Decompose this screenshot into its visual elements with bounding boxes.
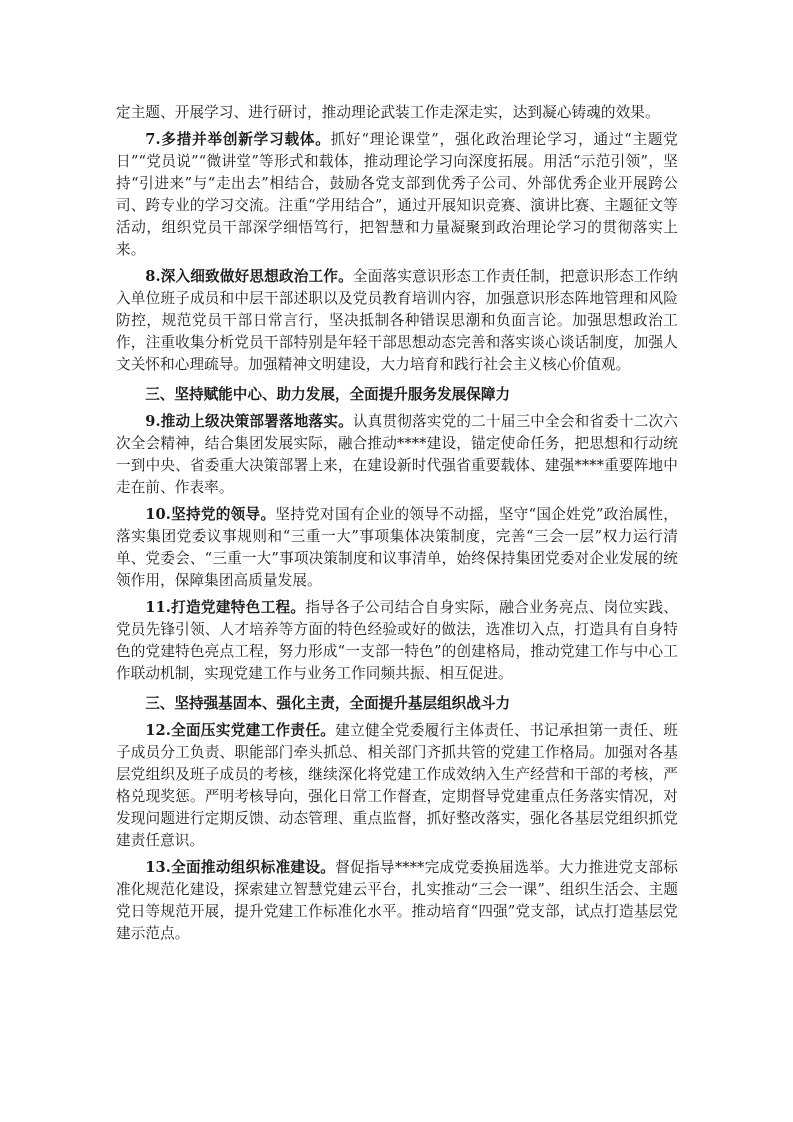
- paragraph-lead: 11.打造党建特色工程。: [145, 599, 306, 616]
- paragraph-text: 坚持党对国有企业的领导不动摇，坚守“国企姓党”政治属性，落实集团党委议事规则和“三重一大”事项集体决策制度，完善“三会一层”权力运行清单、党委会、“三重一大”事项决策制度和议事清单，始终保持集团党委对企业发展的统领作用，保障集团高质量发展。: [116, 506, 678, 589]
- paragraph-lead: 12.全面压实党建工作责任。: [145, 722, 336, 739]
- paragraph-text: 认真贯彻落实党的二十届三中全会和省委十二次六次全会精神，结合集团发展实际，融合推动****建设，锚定使命任务，把思想和行动统一到中央、省委重大决策部署上来，在建设新时代强省重要载体、建强****重要阵地中走在前、作表率。: [116, 413, 678, 496]
- paragraph-lead: 9.推动上级决策部署落地落实。: [145, 413, 353, 430]
- intro-continuation: 定主题、开展学习、进行研讨，推动理论武装工作走深走实，达到凝心铸魂的效果。: [116, 104, 660, 121]
- paragraph-lead: 10.坚持党的领导。: [145, 506, 276, 523]
- paragraph-10: [116, 504, 678, 592]
- section-heading-2: 三、坚持强基固本、强化主责，全面提升基层组织战斗力: [145, 695, 511, 712]
- paragraph-text: 指导各子公司结合自身实际，融合业务亮点、岗位实践、党员先锋引领、人才培养等方面的特色经验或好的做法，选准切入点，打造具有自身特色的党建特色亮点工程，努力形成“一支部一特色”的创建格局，推动党建工作与中心工作联动机制，实现党建工作与业务工作同频共振、相互促进。: [116, 599, 678, 682]
- paragraph-12: [116, 720, 678, 852]
- paragraph-text: 抓好“理论课堂”，强化政治理论学习，通过“主题党日”“党员说”“微讲堂”等形式和载体，推动理论学习向深度拓展。用活“示范引领”，坚持“引进来”与“走出去”相结合，鼓励各党支部到优秀子公司、外部优秀企业开展跨公司、跨专业的学习交流。注重“学用结合”，通过开展知识竞赛、演讲比赛、主题征文等活动，组织党员干部深学细悟笃行，把智慧和力量凝聚到政治理论学习的贯彻落实上来。: [116, 131, 678, 258]
- paragraph-8: [116, 266, 678, 376]
- paragraph-13: [116, 857, 678, 945]
- paragraph-7: [116, 129, 678, 261]
- paragraph-11: [116, 597, 678, 685]
- paragraph-lead: 13.全面推动组织标准建设。: [145, 859, 336, 876]
- paragraph-9: [116, 411, 678, 499]
- paragraph-text: 全面落实意识形态工作责任制，把意识形态工作纳入单位班子成员和中层干部述职以及党员教育培训内容，加强意识形态阵地管理和风险防控，规范党员干部日常言行，坚决抵制各种错误思潮和负面言论。加强思想政治工作，注重收集分析党员干部特别是年轻干部思想动态完善和落实谈心谈话制度，加强人文关怀和心理疏导。加强精神文明建设，大力培育和践行社会主义核心价值观。: [116, 268, 678, 373]
- document-page: [116, 102, 678, 945]
- paragraph-lead: 8.深入细致做好思想政治工作。: [145, 268, 353, 285]
- paragraph-lead: 7.多措并举创新学习载体。: [145, 131, 331, 148]
- paragraph-text: 建立健全党委履行主体责任、书记承担第一责任、班子成员分工负责、职能部门牵头抓总、相关部门齐抓共管的党建工作格局。加强对各基层党组织及班子成员的考核，继续深化将党建工作成效纳入生产经营和干部的考核，严格兑现奖惩。严明考核导向，强化日常工作督查，定期督导党建重点任务落实情况，对发现问题进行定期反馈、动态管理、重点监督，抓好整改落实，强化各基层党组织抓党建责任意识。: [116, 722, 678, 849]
- paragraph-text: 督促指导****完成党委换届选举。大力推进党支部标准化规范化建设，探索建立智慧党建云平台，扎实推动“三会一课”、组织生活会、主题党日等规范开展，提升党建工作标准化水平。推动培育“四强”党支部，试点打造基层党建示范点。: [116, 859, 678, 942]
- section-heading-1: 三、坚持赋能中心、助力发展，全面提升服务发展保障力: [145, 386, 511, 403]
